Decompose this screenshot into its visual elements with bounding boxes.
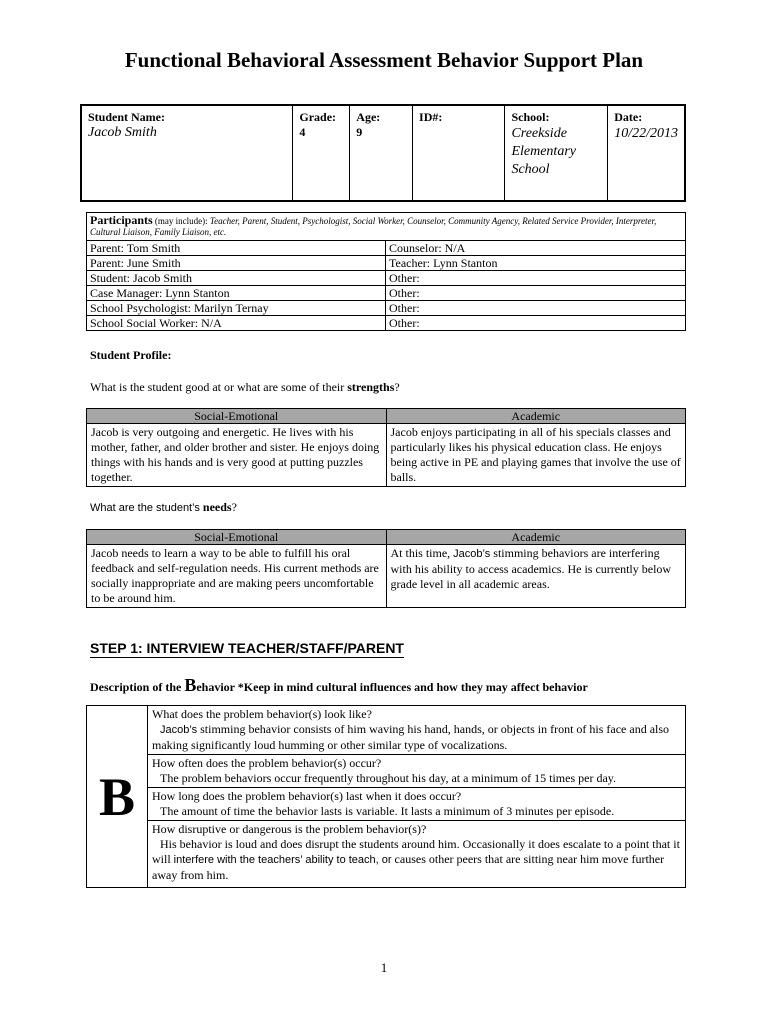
step1-heading: STEP 1: INTERVIEW TEACHER/STAFF/PARENT	[90, 640, 404, 656]
strengths-social-header: Social-Emotional	[87, 409, 387, 424]
needs-question-bold: needs	[202, 500, 232, 514]
behavior-q2-cell	[148, 755, 686, 788]
school-value: Creekside Elementary School	[511, 126, 576, 177]
behavior-description-heading	[90, 675, 588, 696]
student-name-cell	[81, 105, 293, 201]
needs-social-cell: Jacob needs to learn a way to be able to fulfill his oral feedback and self-regulation needs. His current methods are socially inappropriate and are making peers uncomfortable to be around him.	[87, 545, 387, 608]
behavior-q4: How disruptive or dangerous is the problem behavior(s)?	[152, 822, 427, 836]
participant-cell: School Psychologist: Marilyn Ternay	[87, 301, 386, 316]
participant-cell: Other:	[386, 316, 686, 331]
date-label: Date:	[614, 110, 643, 124]
behavior-a1-text: stimming behavior consists of him waving his hand, hands, or objects in front of his face and also making significantly loud humming or other similar type of vocalizations.	[152, 722, 670, 752]
age-label: Age:	[356, 110, 381, 124]
participant-cell: Parent: June Smith	[87, 256, 386, 271]
behavior-q1: What does the problem behavior(s) look like?	[152, 707, 372, 721]
date-value: 10/22/2013	[614, 126, 678, 141]
behavior-a4	[152, 837, 681, 883]
behavior-q4-cell	[148, 821, 686, 888]
participants-header	[87, 213, 686, 241]
id-label: ID#:	[419, 110, 443, 124]
participant-cell: School Social Worker: N/A	[87, 316, 386, 331]
participants-table	[86, 212, 686, 331]
needs-academic-text-start: At this time,	[390, 546, 454, 560]
behavior-letter: B	[87, 706, 148, 888]
date-cell	[608, 105, 685, 201]
student-name-label: Student Name:	[88, 110, 165, 124]
needs-question-text: What are the student’s	[90, 502, 203, 514]
participant-cell: Other:	[386, 271, 686, 286]
strengths-academic-cell: Jacob enjoys participating in all of his specials classes and particularly likes his physical education class. He enjoys being active in PE and playing games that involve the use of balls.	[386, 424, 686, 487]
desc-prefix: Description of the	[90, 680, 185, 694]
page-title: Functional Behavioral Assessment Behavior Support Plan	[124, 48, 644, 72]
strengths-academic-header: Academic	[386, 409, 686, 424]
participant-cell: Teacher: Lynn Stanton	[386, 256, 686, 271]
needs-table	[86, 529, 686, 608]
strengths-question-text: What is the student good at or what are some of their	[90, 380, 348, 394]
grade-label: Grade:	[299, 110, 337, 124]
strengths-question-end: ?	[394, 380, 400, 394]
participant-cell: Student: Jacob Smith	[87, 271, 386, 286]
strengths-question-bold: strengths	[347, 380, 395, 394]
strengths-social-cell: Jacob is very outgoing and energetic. He lives with his mother, father, and older brother and sister. He enjoys doing things with his hands and is very good at putting puzzles together.	[87, 424, 387, 487]
participants-label: Participants	[90, 213, 153, 227]
participants-may-include: (may include):	[154, 216, 208, 226]
needs-academic-header: Academic	[386, 530, 686, 545]
needs-academic-cell	[386, 545, 686, 608]
age-value: 9	[356, 125, 363, 139]
age-cell	[350, 105, 413, 201]
participant-cell: Other:	[386, 301, 686, 316]
behavior-a2: The problem behaviors occur frequently throughout his day, at a minimum of 15 times per day.	[160, 771, 616, 785]
needs-academic-name: Jacob’s	[453, 548, 491, 560]
behavior-q2: How often does the problem behavior(s) occur?	[152, 756, 382, 770]
needs-question-end: ?	[231, 500, 237, 514]
participants-list: Teacher, Parent, Student, Psychologist, Social Worker, Counselor, Community Agency, Related Service Provider, Interpreter, Cultural Liaison, Family Liaison, etc.	[90, 216, 657, 237]
needs-academic-text-end: stimming behaviors are interfering with his ability to access academics. He is currently below grade level in all academic areas.	[390, 546, 672, 591]
school-label: School:	[511, 110, 550, 124]
behavior-q3: How long does the problem behavior(s) last when it does occur?	[152, 789, 462, 803]
behavior-table	[86, 705, 686, 888]
desc-suffix: ehavior *Keep in mind cultural influences and how they may affect behavior	[196, 680, 588, 694]
participant-cell: Other:	[386, 286, 686, 301]
participant-cell: Counselor: N/A	[386, 241, 686, 256]
grade-cell	[293, 105, 350, 201]
behavior-a1	[152, 722, 681, 753]
behavior-a1-name: Jacob’s	[160, 724, 198, 736]
strengths-question	[90, 380, 400, 395]
grade-value: 4	[299, 125, 306, 139]
needs-social-header: Social-Emotional	[87, 530, 387, 545]
behavior-a4-sans: interfere with the teachers’ ability to teach, or	[173, 854, 392, 866]
participant-cell: Case Manager: Lynn Stanton	[87, 286, 386, 301]
behavior-a4-start: His behavior is loud and does disrupt the students around him. Occasionally it does escalate to a point that it will	[152, 837, 680, 866]
behavior-q1-cell	[148, 706, 686, 755]
behavior-a3: The amount of time the behavior lasts is variable. It lasts a minimum of 3 minutes per episode.	[160, 804, 615, 818]
school-cell	[505, 105, 608, 201]
strengths-table	[86, 408, 686, 487]
id-cell	[413, 105, 505, 201]
page-number: 1	[380, 960, 388, 975]
needs-question	[90, 500, 237, 515]
behavior-a4-end: causes other peers that are sitting near him move further away from him.	[152, 852, 665, 882]
student-info-table	[80, 104, 686, 202]
participant-cell: Parent: Tom Smith	[87, 241, 386, 256]
student-name-value: Jacob Smith	[88, 125, 157, 140]
desc-big-letter: B	[184, 675, 197, 695]
behavior-q3-cell	[148, 788, 686, 821]
student-profile-heading: Student Profile:	[90, 348, 172, 362]
